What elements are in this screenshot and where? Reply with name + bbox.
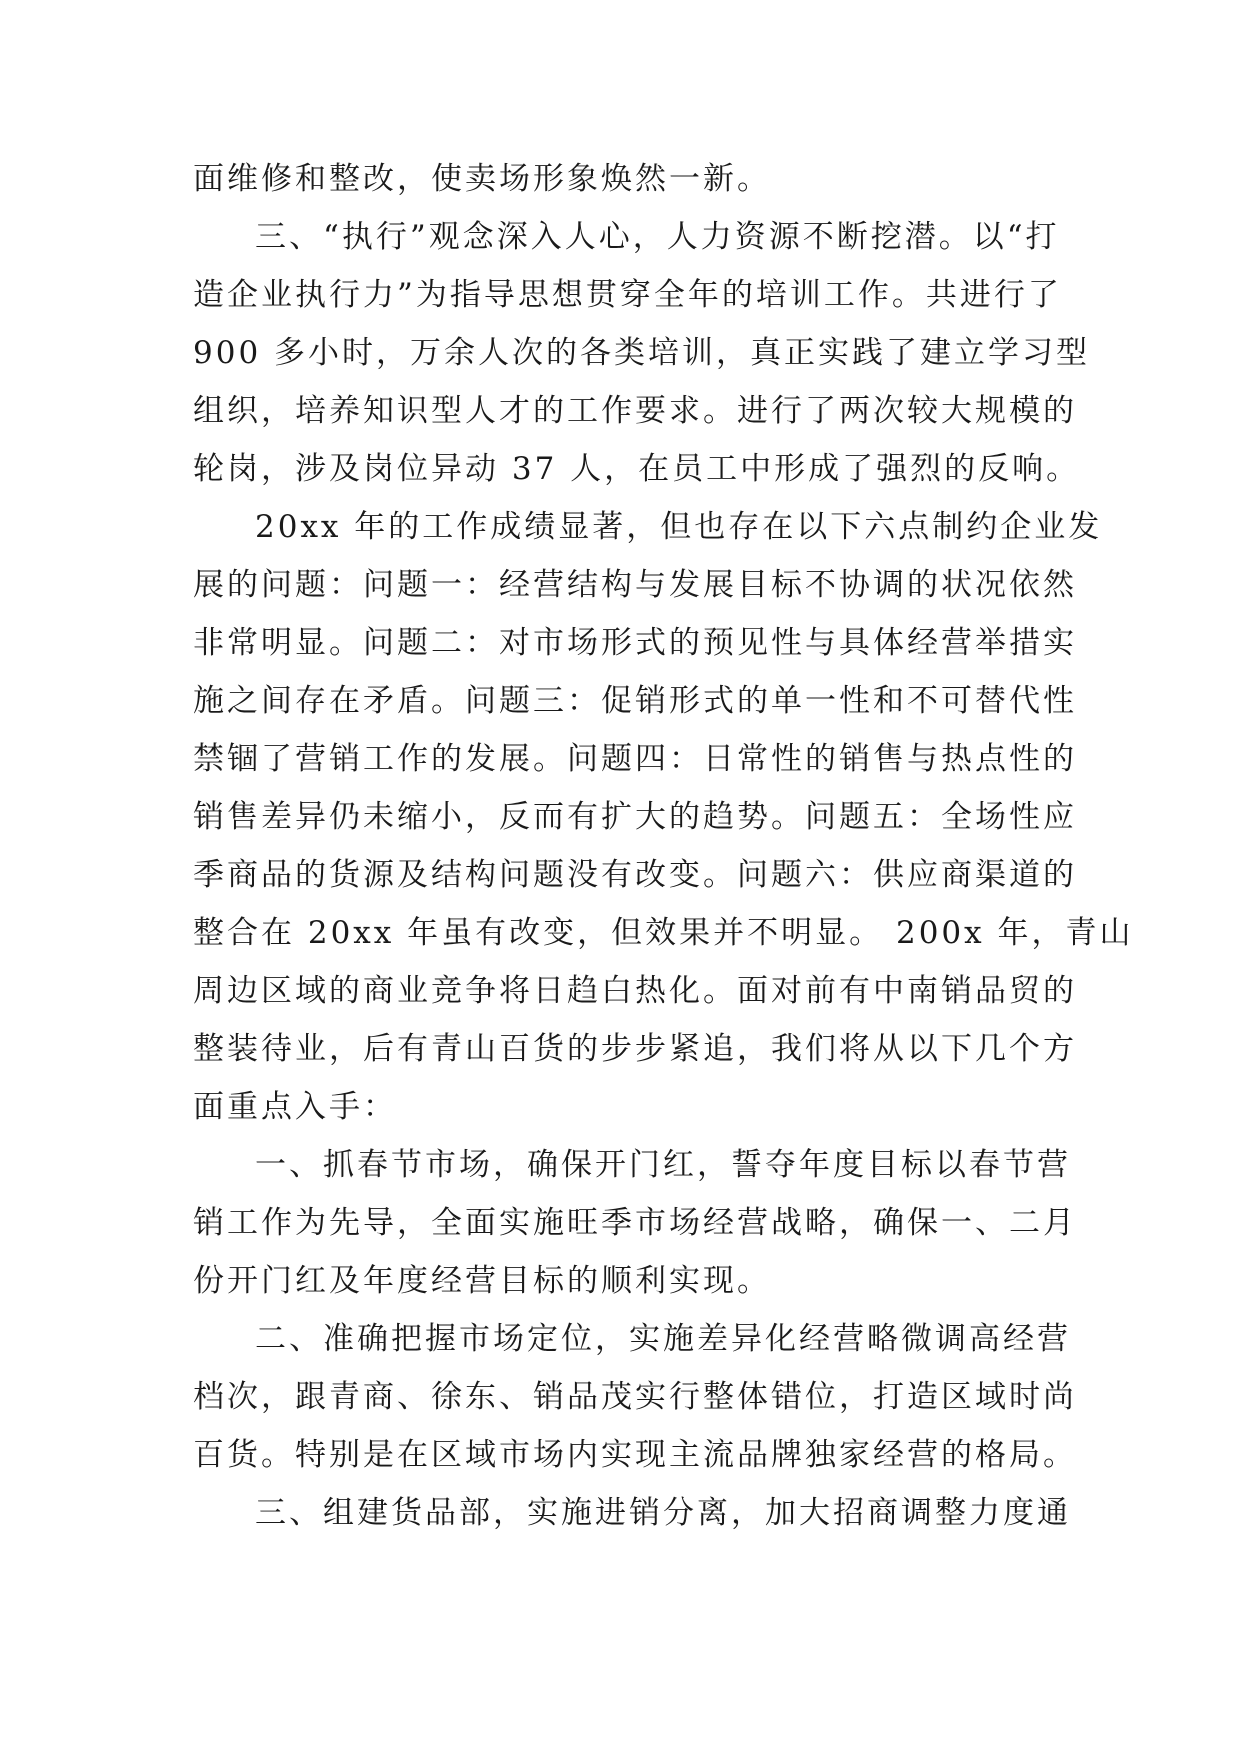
text-line: 整装待业，后有青山百货的步步紧追，我们将从以下几个方 bbox=[193, 1031, 1077, 1067]
document-page bbox=[193, 150, 1134, 1542]
paragraph bbox=[193, 150, 1053, 208]
text-line: 整合在 20xx 年虽有改变，但效果并不明显。 200x 年，青山 bbox=[193, 915, 1134, 951]
text-line: 20xx 年的工作成绩显著，但也存在以下六点制约企业发 bbox=[255, 509, 1103, 545]
text-line: 份开门红及年度经营目标的顺利实现。 bbox=[193, 1263, 771, 1299]
text-line: 展的问题：问题一：经营结构与发展目标不协调的状况依然 bbox=[193, 567, 1077, 603]
text-line: 施之间存在矛盾。问题三：促销形式的单一性和不可替代性 bbox=[193, 683, 1077, 719]
text-line: 周边区域的商业竞争将日趋白热化。面对前有中南销品贸的 bbox=[193, 973, 1077, 1009]
paragraph bbox=[193, 208, 1091, 498]
text-line: 档次，跟青商、徐东、销品茂实行整体错位，打造区域时尚 bbox=[193, 1379, 1077, 1415]
text-line: 销售差异仍未缩小，反而有扩大的趋势。问题五：全场性应 bbox=[193, 799, 1077, 835]
text-line: 季商品的货源及结构问题没有改变。问题六：供应商渠道的 bbox=[193, 857, 1077, 893]
paragraph bbox=[193, 1310, 1077, 1484]
text-line: 销工作为先导，全面实施旺季市场经营战略，确保一、二月 bbox=[193, 1205, 1077, 1241]
text-line: 二、准确把握市场定位，实施差异化经营略微调高经营 bbox=[255, 1321, 1071, 1357]
paragraph bbox=[193, 1136, 1077, 1310]
text-line: 造企业执行力”为指导思想贯穿全年的培训工作。共进行了 bbox=[193, 277, 1062, 313]
text-line: 三、组建货品部，实施进销分离，加大招商调整力度通 bbox=[255, 1495, 1071, 1531]
text-line: 非常明显。问题二：对市场形式的预见性与具体经营举措实 bbox=[193, 625, 1077, 661]
text-line: 组织，培养知识型人才的工作要求。进行了两次较大规模的 bbox=[193, 393, 1077, 429]
text-line: 面重点入手： bbox=[193, 1089, 397, 1125]
paragraph bbox=[193, 1484, 1071, 1542]
text-line: 900 多小时，万余人次的各类培训，真正实践了建立学习型 bbox=[193, 335, 1091, 371]
text-line: 一、抓春节市场，确保开门红，誓夺年度目标以春节营 bbox=[255, 1147, 1071, 1183]
paragraph bbox=[193, 498, 1134, 1136]
text-line: 百货。特别是在区域市场内实现主流品牌独家经营的格局。 bbox=[193, 1437, 1077, 1473]
text-line: 禁锢了营销工作的发展。问题四：日常性的销售与热点性的 bbox=[193, 741, 1077, 777]
text-line: 三、“执行”观念深入人心，人力资源不断挖潜。以“打 bbox=[255, 219, 1060, 255]
text-line: 面维修和整改，使卖场形象焕然一新。 bbox=[193, 161, 771, 197]
text-line: 轮岗，涉及岗位异动 37 人，在员工中形成了强烈的反响。 bbox=[193, 451, 1081, 487]
